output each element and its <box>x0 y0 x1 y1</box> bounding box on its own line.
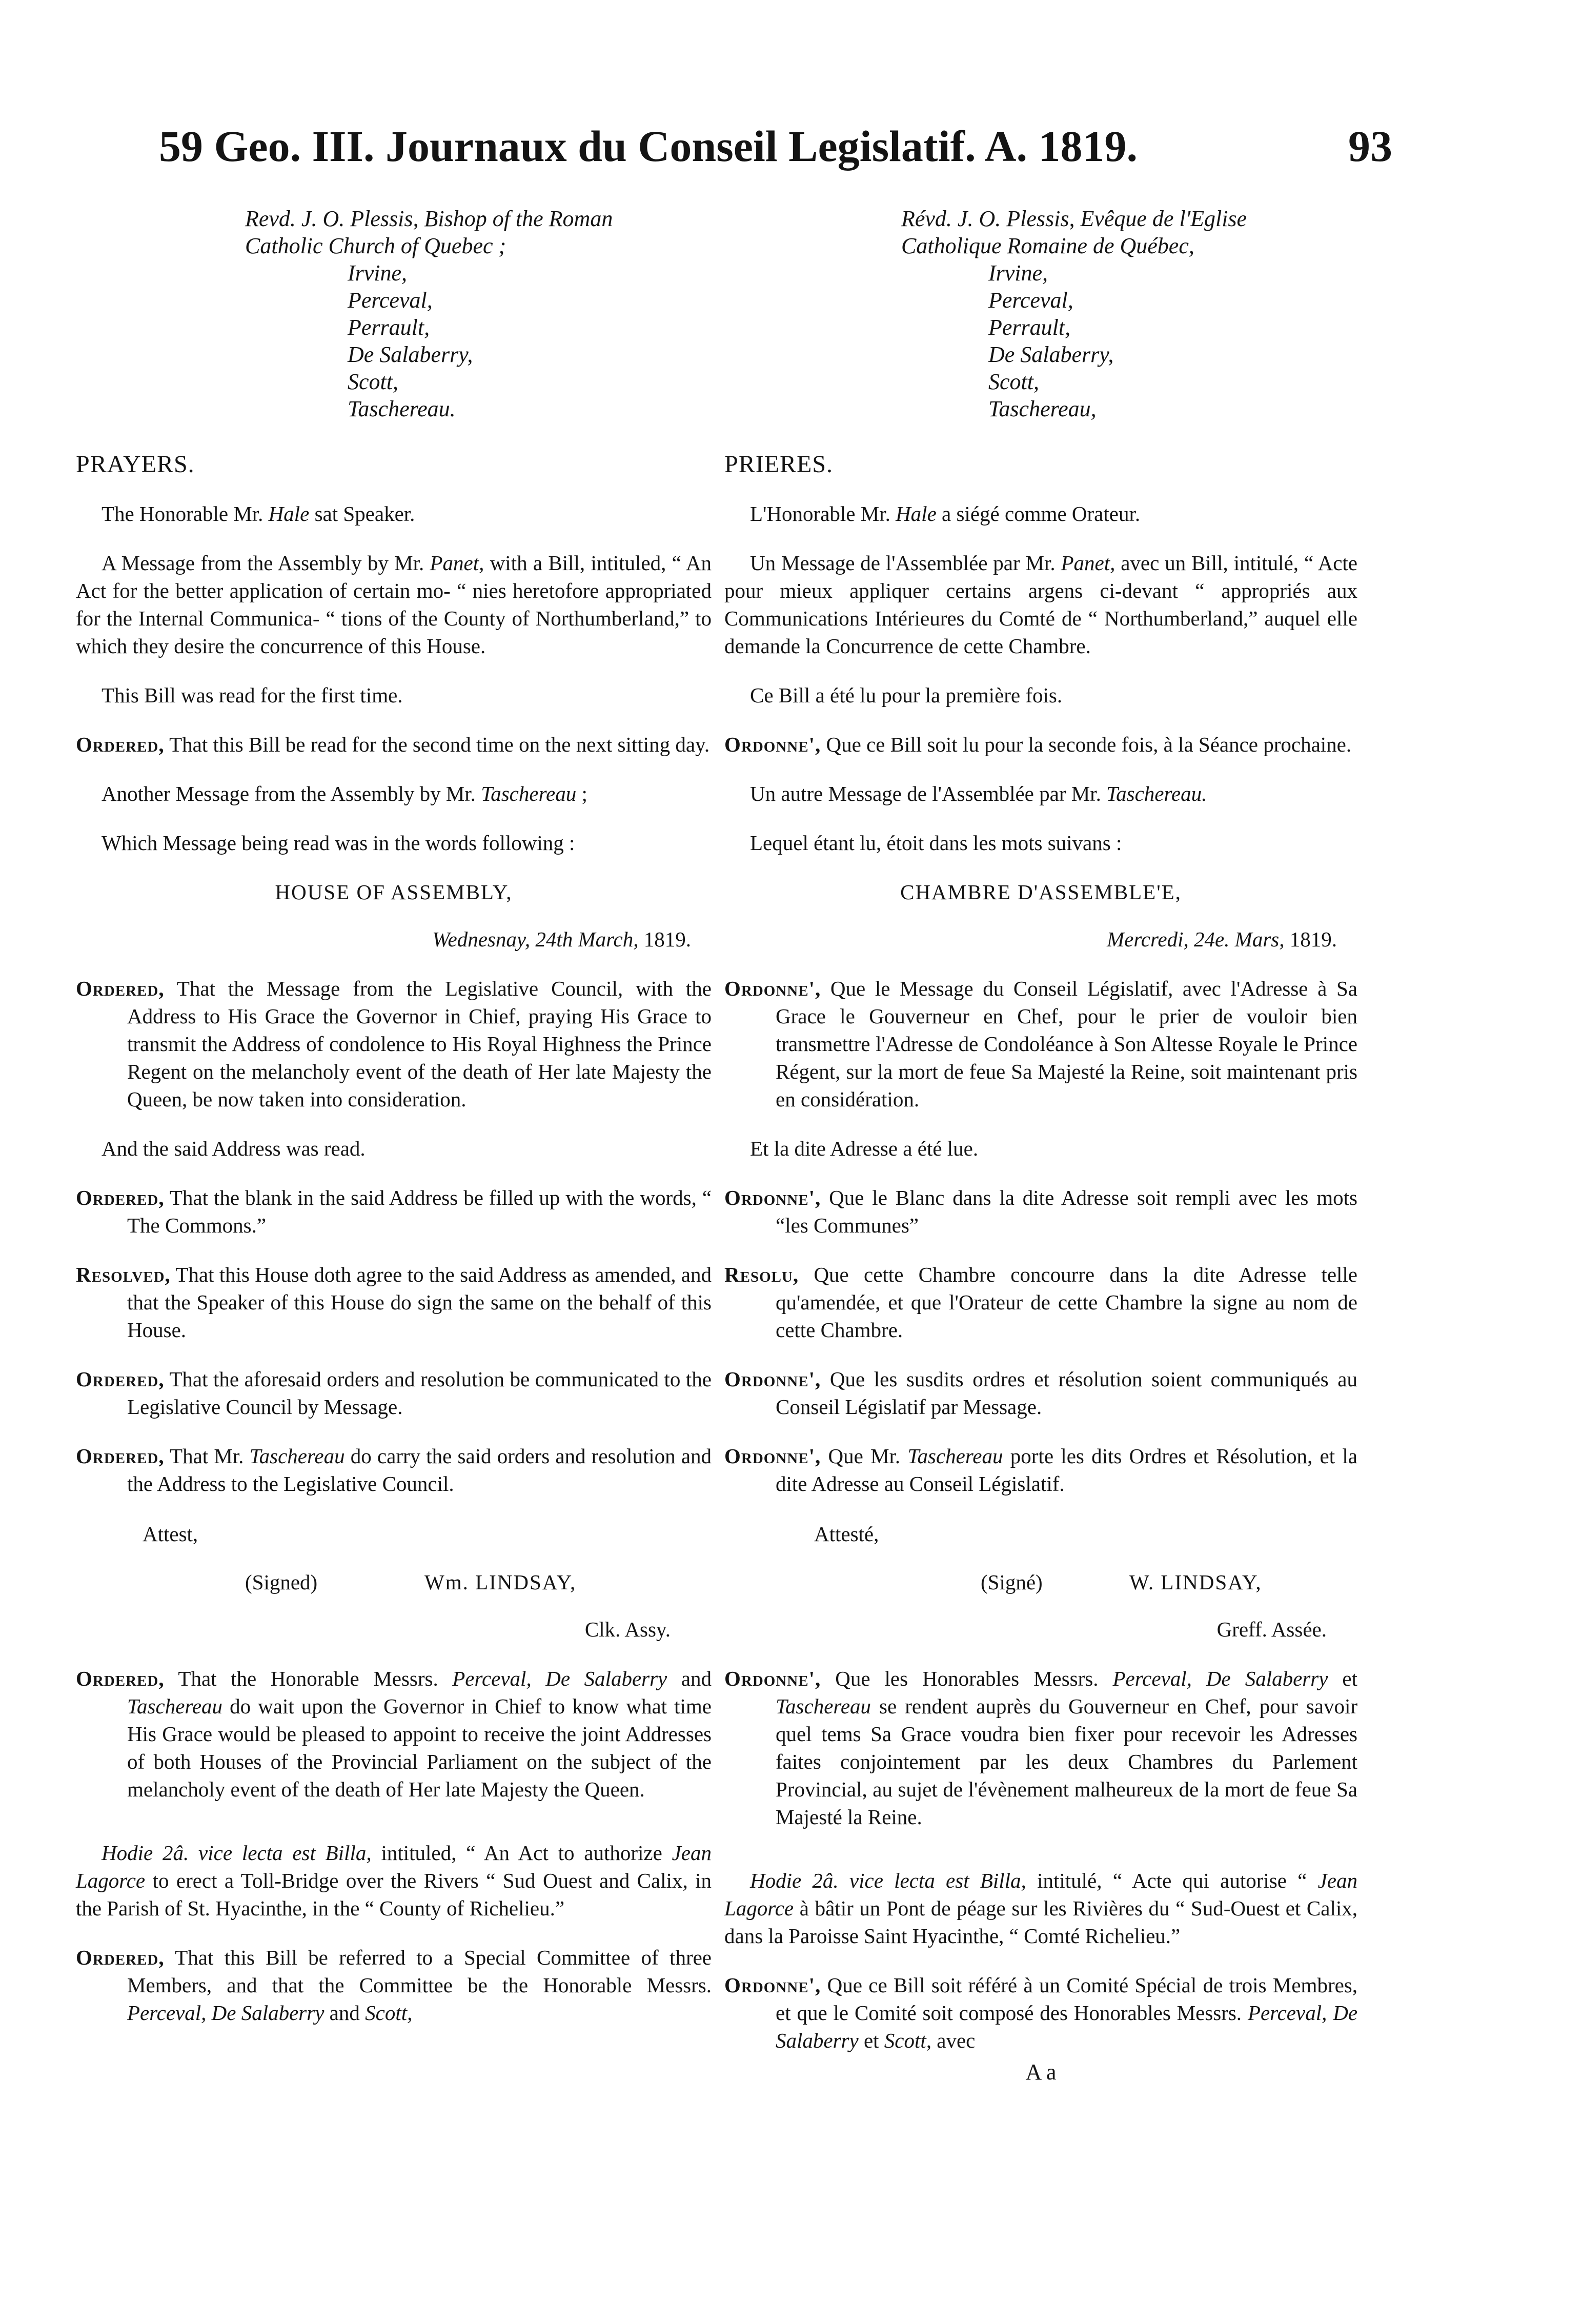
french-column <box>724 205 1357 2086</box>
order-paragraph: Ordered, That the aforesaid orders and resolution be communicated to the Legislative Council by Message. <box>76 1367 712 1419</box>
attest-label: Attesté, <box>814 1522 879 1546</box>
order-paragraph: Ordonne', Que les susdits ordres et résolution soient communiqués au Conseil Législatif par Message. <box>724 1367 1358 1419</box>
member-name: Perrault, <box>348 315 430 340</box>
english-column <box>76 205 712 2027</box>
message-paragraph: Another Message from the Assembly by Mr. Taschereau ; <box>102 782 587 805</box>
section-heading: PRAYERS. <box>76 451 195 478</box>
members-head: Révd. J. O. Plessis, Evêque de l'Eglise Catholique Romaine de Québec, <box>901 206 1247 258</box>
section-heading: PRIERES. <box>724 451 834 478</box>
attest-label: Attest, <box>143 1522 198 1546</box>
message-intro: Which Message being read was in the words following : <box>102 831 575 855</box>
message-intro: Lequel étant lu, étoit dans les mots suivans : <box>750 831 1122 855</box>
order-paragraph: Ordonne', Que le Blanc dans la dite Adresse soit rempli avec les mots “les Communes” <box>724 1186 1358 1237</box>
message-paragraph: A Message from the Assembly by Mr. Panet, with a Bill, intituled, “ An Act for the better application of certain mo- “ nies heretofore appropriated for the Internal Communica- “ tions of the County of Northumberland,” to which they desire the concurrence of this House. <box>76 551 712 658</box>
message-paragraph: Un autre Message de l'Assemblée par Mr. Taschereau. <box>750 782 1207 805</box>
members-names <box>988 259 1357 422</box>
date-line: Wednesnay, 24th March, 1819. <box>432 927 691 951</box>
members-present-list <box>901 205 1357 422</box>
member-name: De Salaberry, <box>988 342 1114 367</box>
member-name: Scott, <box>988 369 1039 394</box>
signature-row <box>724 1568 1357 1596</box>
order-paragraph: Ordonne', Que Mr. Taschereau porte les dits Ordres et Résolution, et la dite Adresse au Conseil Législatif. <box>724 1444 1358 1496</box>
clerk-title: Clk. Assy. <box>584 1618 671 1641</box>
order-paragraph: Ordered, That Mr. Taschereau do carry the said orders and resolution and the Address to the Legislative Council. <box>76 1444 712 1496</box>
signature-mark: A a <box>1025 2059 1057 2085</box>
resolution-paragraph: Resolved, That this House doth agree to the said Address as amended, and that the Speaker of this House do sign the same on the behalf of this House. <box>76 1263 712 1342</box>
members-names <box>348 259 712 422</box>
speaker-paragraph: L'Honorable Mr. Hale a siégé comme Orateur. <box>750 502 1141 526</box>
page-number: 93 <box>1348 122 1392 171</box>
reading-paragraph: This Bill was read for the first time. <box>102 683 403 707</box>
member-name: De Salaberry, <box>348 342 473 367</box>
member-name: Irvine, <box>348 260 408 286</box>
assembly-heading: HOUSE OF ASSEMBLY, <box>275 880 513 904</box>
order-paragraph: Ordonne', Que ce Bill soit lu pour la seconde fois, à la Séance prochaine. <box>724 733 1352 756</box>
clerk-title: Greff. Assée. <box>1216 1618 1327 1641</box>
member-name: Perrault, <box>988 315 1071 340</box>
signer-name: Wm. LINDSAY, <box>424 1570 577 1594</box>
member-name: Taschereau, <box>988 396 1097 421</box>
assembly-heading: CHAMBRE D'ASSEMBLE'E, <box>900 880 1182 904</box>
members-head: Revd. J. O. Plessis, Bishop of the Roman Catholic Church of Quebec ; <box>245 206 613 258</box>
signed-label: (Signé) <box>981 1570 1043 1594</box>
reading-paragraph: And the said Address was read. <box>102 1137 366 1160</box>
member-name: Perceval, <box>988 288 1073 313</box>
bill-reading-paragraph: Hodie 2â. vice lecta est Billa, intitulé, “ Acte qui autorise “ Jean Lagorce à bâtir un Pont de péage sur les Rivières du “ Sud-Ouest et Calix, dans la Paroisse Saint Hyacinthe, “ Comté Richelieu.” <box>724 1869 1358 1948</box>
message-paragraph: Un Message de l'Assemblée par Mr. Panet, avec un Bill, intitulé, “ Acte pour mieux appliquer certains argens ci-devant “ appropriés aux Communications Intérieures du Comté de “ Northumberland,” auquel elle demande la Concurrence de cette Chambre. <box>724 551 1357 658</box>
member-name: Scott, <box>348 369 398 394</box>
order-paragraph: Ordonne', Que ce Bill soit référé à un Comité Spécial de trois Membres, et que le Comité soit composé des Honorables Messrs. Perceval, De Salaberry et Scott, avec <box>724 1973 1358 2052</box>
reading-paragraph: Et la dite Adresse a été lue. <box>750 1137 979 1160</box>
members-present-list <box>245 205 712 422</box>
member-name: Taschereau. <box>348 396 456 421</box>
running-head <box>159 120 1392 182</box>
member-name: Irvine, <box>988 260 1048 286</box>
order-paragraph: Ordonne', Que le Message du Conseil Législatif, avec l'Adresse à Sa Grace le Gouverneur en Chef, pour le prier de vouloir bien transmettre l'Adresse de Condoléance à Son Altesse Royale le Prince Régent, sur la mort de feue Sa Majesté la Reine, soit maintenant pris en considération. <box>724 977 1358 1111</box>
member-name: Perceval, <box>348 288 433 313</box>
order-paragraph: Ordered, That this Bill be referred to a Special Committee of three Members, and that the Committee be the Honorable Messrs. Perceval, De Salaberry and Scott, <box>76 1946 712 2025</box>
signed-label: (Signed) <box>245 1570 318 1594</box>
reading-paragraph: Ce Bill a été lu pour la première fois. <box>750 683 1063 707</box>
order-paragraph: Ordered, That the blank in the said Address be filled up with the words, “ The Commons.” <box>76 1186 712 1237</box>
order-paragraph: Ordered, That this Bill be read for the second time on the next sitting day. <box>76 733 710 756</box>
page-title: 59 Geo. III. Journaux du Conseil Legislatif. A. 1819. <box>159 122 1138 171</box>
order-paragraph: Ordered, That the Message from the Legislative Council, with the Address to His Grace the Governor in Chief, praying His Grace to transmit the Address of condolence to His Royal Highness the Prince Regent on the melancholy event of the death of Her late Majesty the Queen, be now taken into consideration. <box>76 977 712 1111</box>
resolution-paragraph: Resolu, Que cette Chambre concourre dans la dite Adresse telle qu'amendée, et que l'Orateur de cette Chambre la signe au nom de cette Chambre. <box>724 1263 1358 1342</box>
speaker-paragraph: The Honorable Mr. Hale sat Speaker. <box>102 502 415 526</box>
order-paragraph: Ordonne', Que les Honorables Messrs. Perceval, De Salaberry et Taschereau se rendent auprès du Gouverneur en Chef, pour savoir quel tems Sa Grace voudra bien fixer pour recevoir les Adresses faites conjointement par les deux Chambres du Parlement Provincial, au sujet de l'évènement malheureux de la mort de feue Sa Majesté la Reine. <box>724 1667 1358 1829</box>
signer-name: W. LINDSAY, <box>1129 1570 1262 1594</box>
date-line: Mercredi, 24e. Mars, 1819. <box>1106 927 1337 951</box>
signature-row <box>76 1568 712 1596</box>
bill-reading-paragraph: Hodie 2â. vice lecta est Billa, intituled, “ An Act to authorize Jean Lagorce to erect a Toll-Bridge over the Rivers “ Sud Ouest and Calix, in the Parish of St. Hyacinthe, in the “ County of Richelieu.” <box>76 1841 712 1920</box>
order-paragraph: Ordered, That the Honorable Messrs. Perceval, De Salaberry and Taschereau do wait upon the Governor in Chief to know what time His Grace would be pleased to appoint to receive the joint Addresses of both Houses of the Provincial Parliament on the subject of the melancholy event of the death of Her late Majesty the Queen. <box>76 1667 712 1801</box>
